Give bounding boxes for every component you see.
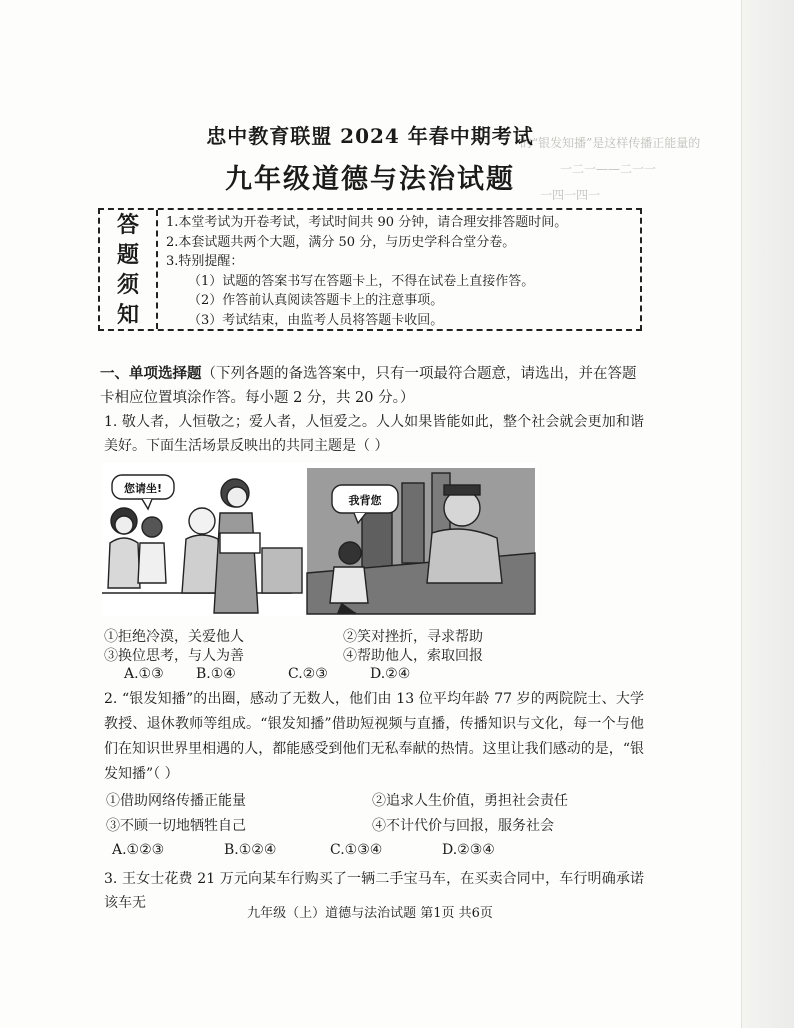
exam-header: 忠中教育联盟 2024 年春中期考试 bbox=[206, 124, 534, 148]
notice-label-char: 题 bbox=[116, 241, 139, 268]
q2-choice: B.①②④ bbox=[224, 842, 277, 858]
q2-choice: D.②③④ bbox=[442, 842, 495, 858]
q1-choice: B.①④ bbox=[196, 666, 236, 682]
section-1-instruction: （下列各题的备选答案中，只有一项最符合题意，请选出，并在答题卡相应位置填涂作答。每小题 2 分，共 20 分。） bbox=[100, 366, 637, 406]
q1-option: ④帮助他人，索取回报 bbox=[343, 648, 483, 664]
q2-option: ①借助网络传播正能量 bbox=[106, 793, 246, 809]
exam-title: 九年级道德与法治试题 bbox=[225, 164, 515, 195]
notice-line: （2）作答前认真阅读答题卡上的注意事项。 bbox=[188, 293, 444, 308]
question-1-stem: 1. 敬人者，人恒敬之；爱人者，人恒爱之。人人如果皆能如此，整个社会就会更加和谐美好。下面生活场景反映出的共同主题是（ ） bbox=[104, 414, 644, 454]
q2-choice: A.①②③ bbox=[112, 842, 165, 858]
page-footer: 九年级（上）道德与法治试题 第1页 共6页 bbox=[247, 906, 493, 921]
notice-label-char: 须 bbox=[116, 271, 139, 298]
bubble-right-text: 我背您 bbox=[348, 494, 382, 507]
notice-line: 2.本套试题共两个大题，满分 50 分，与历史学科合堂分卷。 bbox=[166, 234, 516, 250]
q1-choice: A.①③ bbox=[124, 666, 164, 682]
question-2-stem: 2. “银发知播”的出圈，感动了无数人，他们由 13 位平均年龄 77 岁的两院院士、大学教授、退休教师等组成。“银发知播”借助短视频与直播，传播知识与文化，每一个与他们在知识世界里相遇的人，都能感受到他们无私奉献的热情。这里让我们感动的是，“银发知播”（ ） bbox=[104, 691, 644, 782]
bubble-left-text: 您请坐! bbox=[123, 482, 163, 495]
q1-option: ①拒绝冷漠，关爱他人 bbox=[104, 629, 244, 645]
scan-edge bbox=[741, 0, 794, 1028]
notice-line: （3）考试结束，由监考人员将答题卡收回。 bbox=[188, 312, 444, 328]
q1-choice: C.②③ bbox=[288, 666, 328, 682]
notice-label-char: 答 bbox=[116, 211, 139, 238]
exam-notice-box bbox=[98, 208, 642, 331]
q2-option: ④不计代价与回报，服务社会 bbox=[372, 818, 554, 834]
question-1-illustration bbox=[102, 463, 537, 616]
q2-option: ③不顾一切地牺牲自己 bbox=[106, 818, 246, 834]
q1-option: ③换位思考，与人为善 bbox=[104, 648, 244, 664]
notice-label-char: 知 bbox=[116, 301, 139, 328]
bleed-text: 一二一——二一一 bbox=[560, 162, 657, 176]
notice-line: 3.特别提醒： bbox=[166, 254, 244, 269]
q2-option: ②追求人生价值，勇担社会责任 bbox=[372, 793, 568, 809]
section-1-heading: 一、单项选择题 bbox=[100, 365, 202, 382]
q1-option: ②笑对挫折，寻求帮助 bbox=[343, 629, 483, 645]
notice-line: 1.本堂考试为开卷考试，考试时间共 90 分钟，请合理安排答题时间。 bbox=[166, 215, 568, 230]
notice-line: （1）试题的答案书写在答题卡上，不得在试卷上直接作答。 bbox=[188, 273, 535, 289]
q2-choice: C.①③④ bbox=[330, 842, 383, 858]
q1-choice: D.②④ bbox=[370, 666, 411, 682]
notice-label bbox=[100, 210, 158, 329]
notice-body bbox=[158, 210, 640, 329]
bleed-text: 一四一四一 bbox=[540, 188, 601, 202]
bleed-text: 的“银发知播”是这样传播正能量的 bbox=[520, 136, 701, 150]
section-1 bbox=[100, 362, 640, 410]
question-3-stem: 3. 王女士花费 21 万元向某车行购买了一辆二手宝马车，在买卖合同中，车行明确承诺该车无 bbox=[104, 871, 644, 911]
